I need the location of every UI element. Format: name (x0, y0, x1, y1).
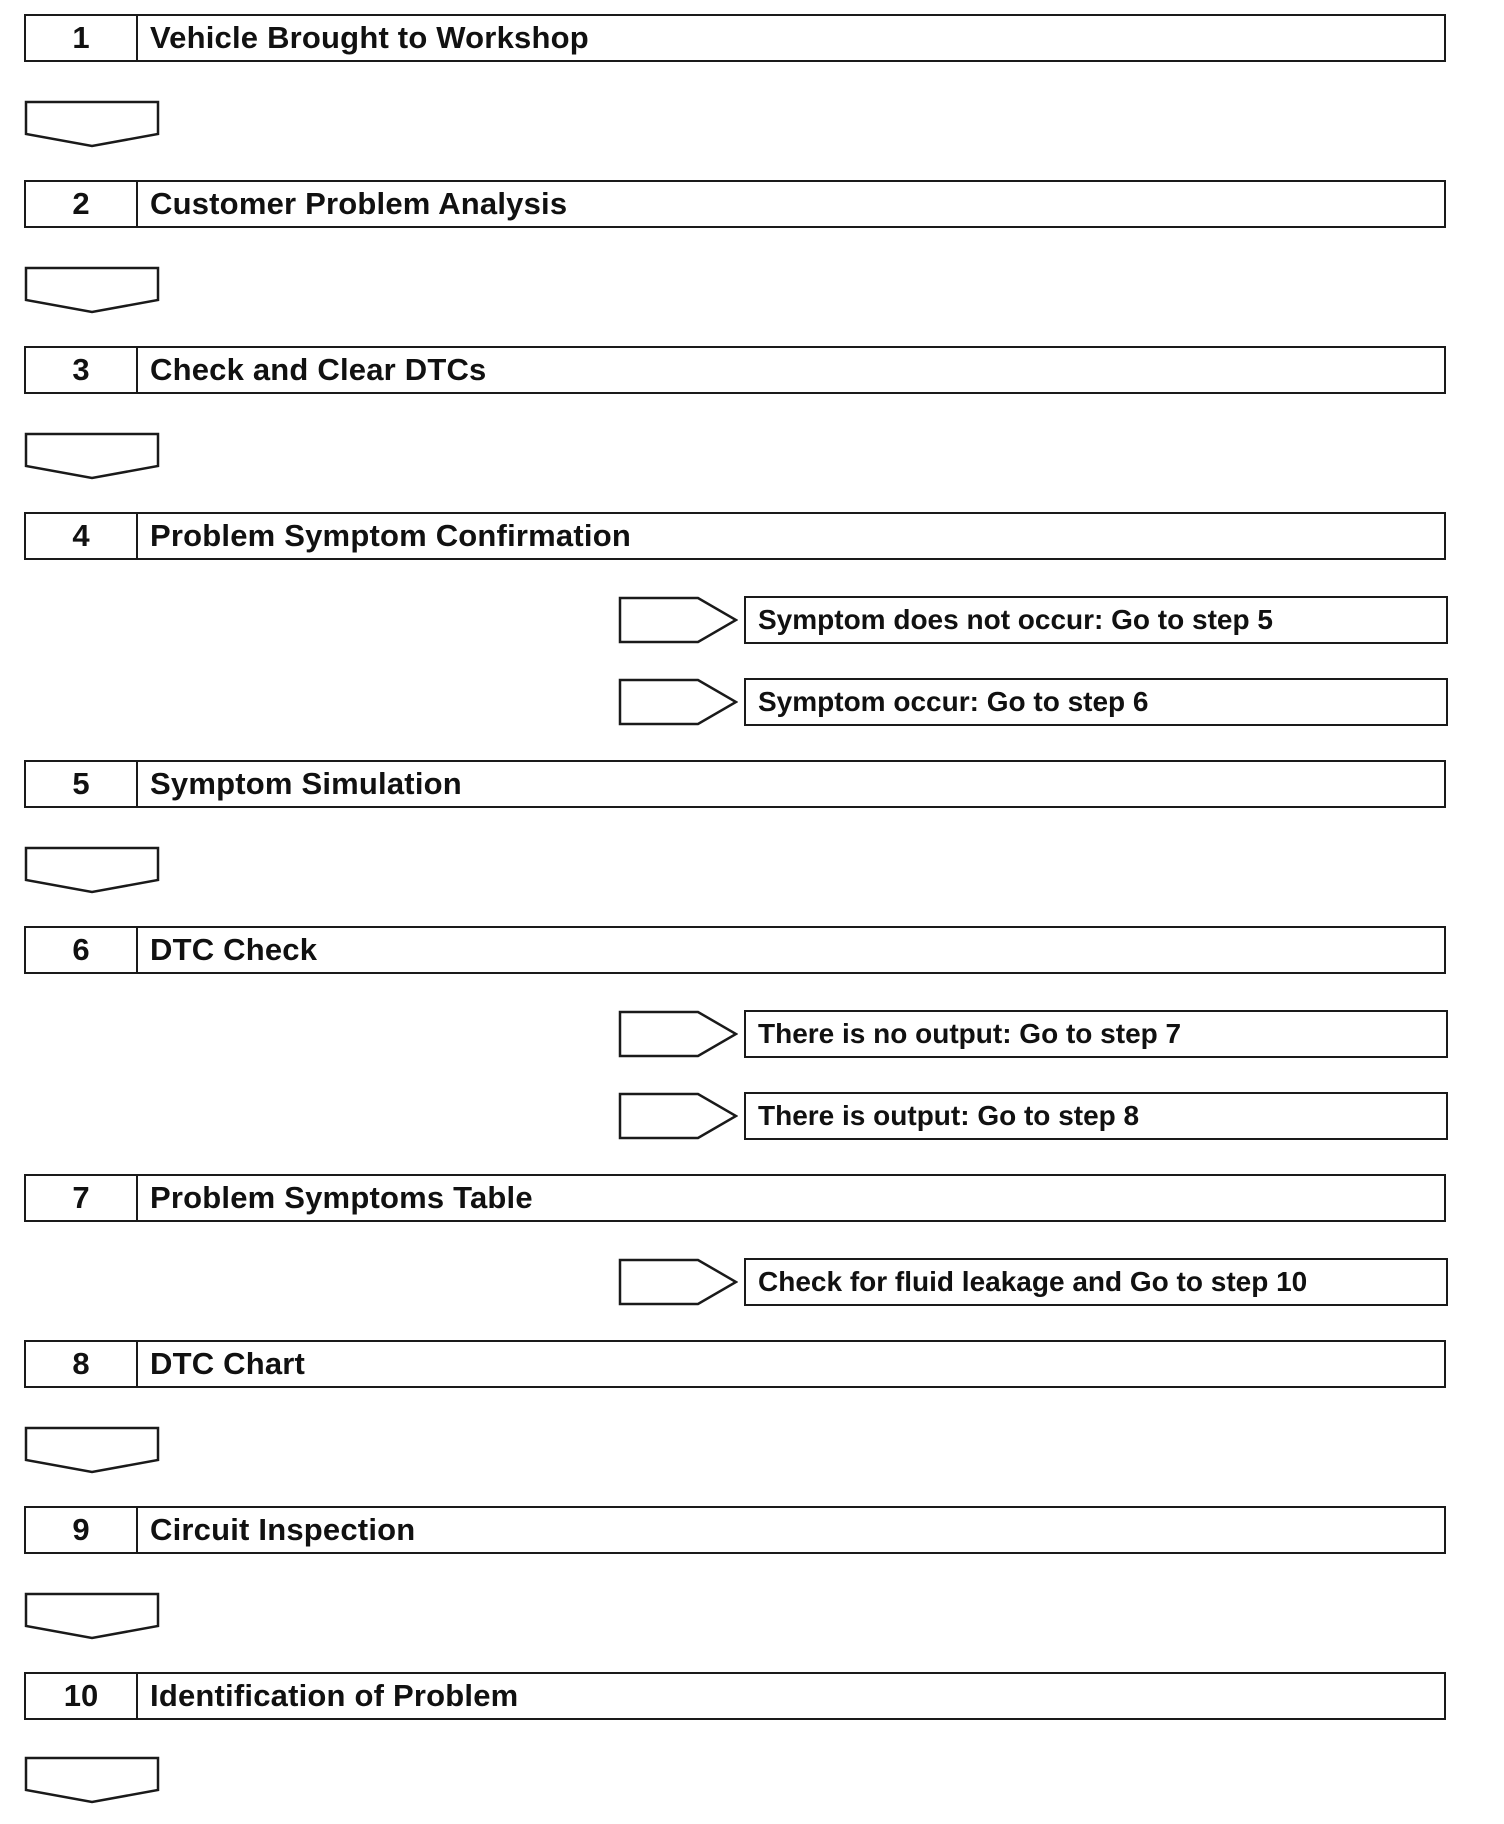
step-number: 7 (26, 1176, 138, 1220)
step-number: 9 (26, 1508, 138, 1552)
down-arrow-icon (24, 1426, 160, 1474)
branch-step7-fluid-leakage (618, 1258, 1448, 1306)
right-arrow-icon (618, 1258, 738, 1306)
step-7 (24, 1174, 1446, 1222)
branch-label: Symptom occur: Go to step 6 (744, 678, 1448, 726)
step-label: Problem Symptom Confirmation (150, 518, 631, 553)
step-6 (24, 926, 1446, 974)
down-arrow-icon (24, 1592, 160, 1640)
branch-label: There is no output: Go to step 7 (744, 1010, 1448, 1058)
step-5 (24, 760, 1446, 808)
step-3 (24, 346, 1446, 394)
step-9 (24, 1506, 1446, 1554)
right-arrow-icon (618, 596, 738, 644)
branch-label: Check for fluid leakage and Go to step 10 (744, 1258, 1448, 1306)
down-arrow-icon (24, 1756, 160, 1804)
down-arrow-icon (24, 432, 160, 480)
step-1 (24, 14, 1446, 62)
step-10 (24, 1672, 1446, 1720)
branch-step6-output (618, 1092, 1448, 1140)
step-label: DTC Chart (150, 1346, 306, 1381)
step-label: Check and Clear DTCs (150, 352, 487, 387)
branch-step4-no-symptom (618, 596, 1448, 644)
branch-label: There is output: Go to step 8 (744, 1092, 1448, 1140)
step-label: Customer Problem Analysis (150, 186, 568, 221)
step-label: DTC Check (150, 932, 318, 967)
down-arrow-icon (24, 846, 160, 894)
step-label: Problem Symptoms Table (150, 1180, 533, 1215)
step-label: Circuit Inspection (150, 1512, 416, 1547)
step-number: 4 (26, 514, 138, 558)
step-label: Vehicle Brought to Workshop (150, 20, 589, 55)
step-number: 10 (26, 1674, 138, 1718)
right-arrow-icon (618, 1010, 738, 1058)
step-4 (24, 512, 1446, 560)
branch-step6-no-output (618, 1010, 1448, 1058)
step-number: 8 (26, 1342, 138, 1386)
step-label: Identification of Problem (150, 1678, 519, 1713)
step-number: 2 (26, 182, 138, 226)
step-label: Symptom Simulation (150, 766, 462, 801)
right-arrow-icon (618, 1092, 738, 1140)
step-number: 5 (26, 762, 138, 806)
branch-step4-symptom (618, 678, 1448, 726)
step-number: 3 (26, 348, 138, 392)
step-number: 6 (26, 928, 138, 972)
step-8 (24, 1340, 1446, 1388)
right-arrow-icon (618, 678, 738, 726)
branch-label: Symptom does not occur: Go to step 5 (744, 596, 1448, 644)
down-arrow-icon (24, 266, 160, 314)
down-arrow-icon (24, 100, 160, 148)
step-2 (24, 180, 1446, 228)
step-number: 1 (26, 16, 138, 60)
